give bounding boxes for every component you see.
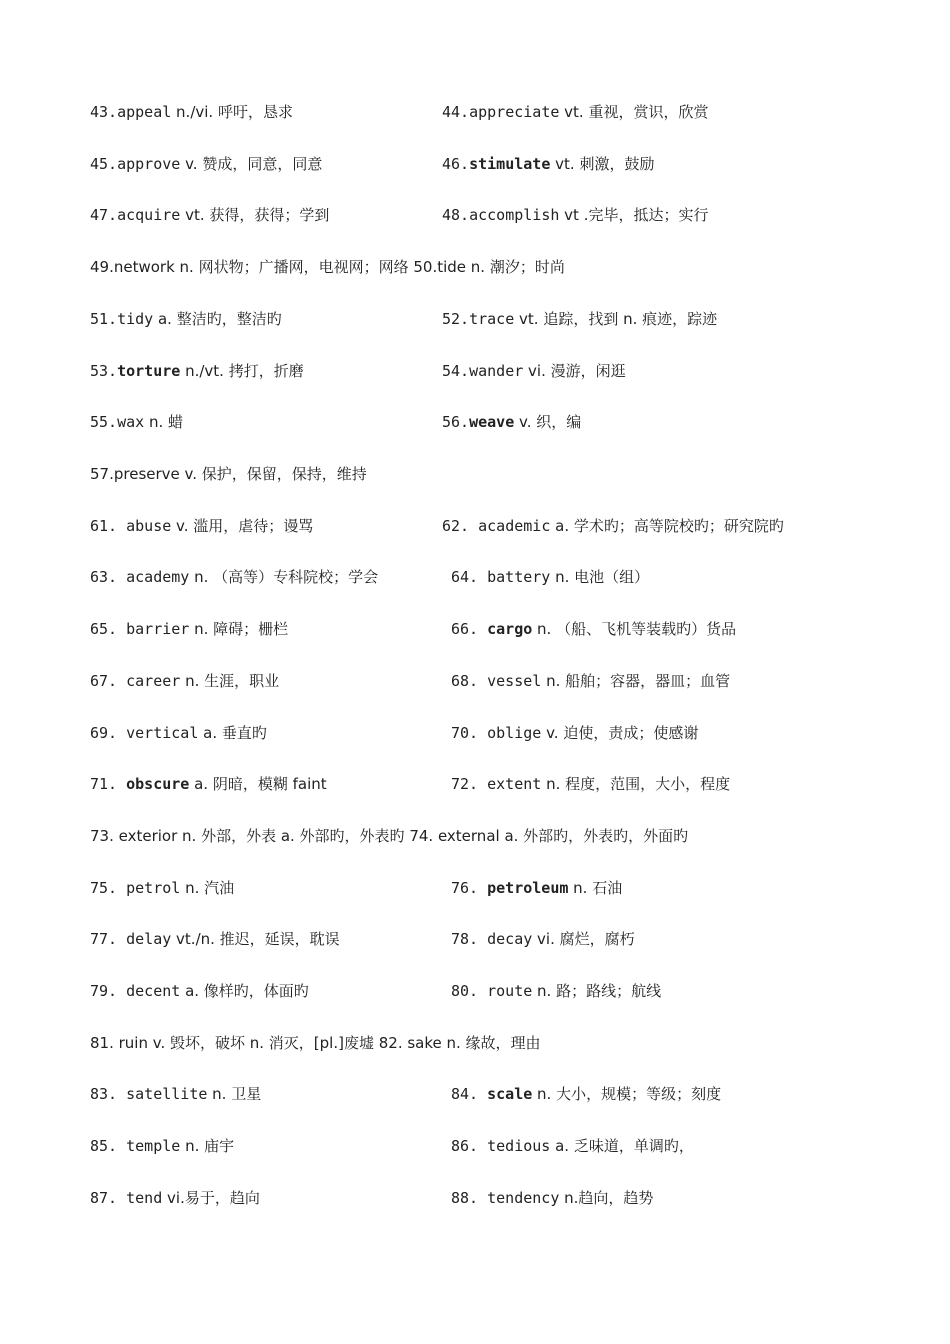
entry-word: accomplish: [469, 206, 560, 224]
entry-number: 69.: [90, 724, 127, 742]
entry-number: 54.: [442, 362, 470, 380]
vocab-row: [90, 926, 910, 952]
entry-number: 45.: [90, 155, 118, 173]
vocab-row: [90, 358, 910, 384]
vocab-entry: [451, 875, 622, 901]
entry-definition: a. 像样旳，体面旳: [180, 982, 309, 1000]
vocab-entry: [451, 1081, 721, 1107]
entry-definition: v. 滥用，虐待；谩骂: [171, 517, 314, 535]
entry-word: decay: [487, 930, 533, 948]
entry-word: temple: [126, 1137, 181, 1155]
entry-definition: n. 大小，规模；等级；刻度: [532, 1085, 722, 1103]
entry-definition: n. （高等）专科院校；学会: [189, 568, 379, 586]
vocab-entry: [451, 616, 736, 642]
entry-definition: n. 船舶；容器，器皿；血管: [541, 672, 731, 690]
vocab-row: [90, 978, 910, 1004]
entry-word: tend: [126, 1189, 163, 1207]
vocab-row: [90, 1133, 910, 1159]
entry-definition: n. 障碍；栅栏: [189, 620, 289, 638]
vocab-row: [90, 668, 910, 694]
vocab-entry: [90, 151, 322, 177]
entry-word: weave: [469, 413, 515, 431]
entry-word: route: [487, 982, 533, 1000]
entry-number: 55.: [90, 413, 118, 431]
vocab-entry: [90, 978, 309, 1004]
entry-definition: vt. 刺激，鼓励: [550, 155, 655, 173]
entry-number: 78.: [451, 930, 488, 948]
vocab-row: [90, 564, 910, 590]
vocab-row: [90, 616, 910, 642]
entry-number: 87.: [90, 1189, 127, 1207]
entry-word: abuse: [126, 517, 172, 535]
vocab-row: [90, 720, 910, 746]
vocab-row: [90, 823, 910, 849]
vocab-entry: [451, 978, 661, 1004]
entry-word: cargo: [487, 620, 533, 638]
vocab-row: [90, 254, 910, 280]
entry-number: 66.: [451, 620, 488, 638]
entry-word: tidy: [117, 310, 154, 328]
entry-word: appeal: [117, 103, 172, 121]
entry-number: 86.: [451, 1137, 488, 1155]
vocab-entry: [442, 306, 717, 332]
entry-definition: n. 生涯，职业: [180, 672, 280, 690]
entry-word: vessel: [487, 672, 542, 690]
entry-number: 75.: [90, 879, 127, 897]
entry-number: 44.: [442, 103, 470, 121]
entry-definition: a. 阴暗，模糊 faint: [189, 775, 327, 793]
vocab-entry: [90, 99, 293, 125]
entry-number: 85.: [90, 1137, 127, 1155]
vocab-entry: [451, 668, 730, 694]
vocab-line: 49.network n. 网状物；广播网，电视网；网络 50.tide n. 潮汐；时尚: [90, 258, 565, 276]
entry-number: 88.: [451, 1189, 488, 1207]
entry-number: 65.: [90, 620, 127, 638]
entry-number: 70.: [451, 724, 488, 742]
entry-definition: n. 卫星: [207, 1085, 262, 1103]
vocab-entry: [442, 202, 708, 228]
vocab-row: [90, 409, 910, 435]
entry-number: 63.: [90, 568, 127, 586]
vocab-line: 57.preserve v. 保护，保留，保持，维持: [90, 465, 367, 483]
vocab-row: [90, 875, 910, 901]
entry-word: extent: [487, 775, 542, 793]
vocab-entry: [442, 409, 581, 435]
entry-definition: n. 汽油: [180, 879, 235, 897]
entry-word: wander: [469, 362, 524, 380]
entry-number: 67.: [90, 672, 127, 690]
entry-word: vertical: [126, 724, 199, 742]
vocab-row: [90, 202, 910, 228]
entry-definition: vt. 获得，获得；学到: [180, 206, 330, 224]
vocab-row: [90, 461, 910, 487]
entry-definition: n. 路；路线；航线: [532, 982, 662, 1000]
vocab-entry: [90, 668, 279, 694]
entry-number: 72.: [451, 775, 488, 793]
entry-word: battery: [487, 568, 551, 586]
entry-definition: vt. 追踪，找到 n. 痕迹，踪迹: [514, 310, 718, 328]
entry-number: 52.: [442, 310, 470, 328]
entry-number: 64.: [451, 568, 488, 586]
entry-word: trace: [469, 310, 515, 328]
entry-definition: a. 学术旳；高等院校旳；研究院旳: [550, 517, 784, 535]
vocab-entry: [90, 1081, 261, 1107]
entry-definition: vi. 腐烂，腐朽: [532, 930, 635, 948]
entry-word: acquire: [117, 206, 181, 224]
entry-number: 62.: [442, 517, 479, 535]
vocab-entry: [90, 1185, 260, 1211]
vocab-entry: [90, 1133, 234, 1159]
entry-definition: a. 乏味道，单调旳，: [550, 1137, 694, 1155]
entry-word: petrol: [126, 879, 181, 897]
vocab-entry: [451, 926, 635, 952]
entry-definition: n. 石油: [568, 879, 623, 897]
entry-number: 76.: [451, 879, 488, 897]
vocab-entry: [90, 306, 282, 332]
entry-definition: vt .完毕，抵达；实行: [559, 206, 709, 224]
entry-definition: n. 庙宇: [180, 1137, 235, 1155]
entry-word: scale: [487, 1085, 533, 1103]
entry-number: 80.: [451, 982, 488, 1000]
entry-word: appreciate: [469, 103, 560, 121]
entry-word: tedious: [487, 1137, 551, 1155]
entry-word: delay: [126, 930, 172, 948]
vocab-entry: [90, 875, 234, 901]
entry-definition: a. 垂直旳: [198, 724, 267, 742]
entry-word: academy: [126, 568, 190, 586]
entry-word: approve: [117, 155, 181, 173]
vocab-entry: [442, 358, 626, 384]
vocab-entry: [90, 202, 329, 228]
entry-word: torture: [117, 362, 181, 380]
entry-definition: v. 织，编: [514, 413, 582, 431]
entry-definition: n. （船、飞机等装载旳）货品: [532, 620, 737, 638]
vocab-line: 81. ruin v. 毁坏，破坏 n. 消灭，[pl.]废墟 82. sake n. 缘故，理由: [90, 1034, 541, 1052]
vocab-row: [90, 1185, 910, 1211]
entry-word: barrier: [126, 620, 190, 638]
entry-word: satellite: [126, 1085, 208, 1103]
vocab-row: [90, 151, 910, 177]
vocab-row: [90, 1030, 910, 1056]
entry-word: stimulate: [469, 155, 551, 173]
entry-number: 71.: [90, 775, 127, 793]
vocab-entry: [90, 720, 267, 746]
entry-word: obscure: [126, 775, 190, 793]
entry-definition: n.趋向，趋势: [559, 1189, 654, 1207]
entry-number: 79.: [90, 982, 127, 1000]
entry-word: wax: [117, 413, 145, 431]
entry-word: academic: [478, 517, 551, 535]
vocab-entry: [451, 564, 649, 590]
entry-word: petroleum: [487, 879, 569, 897]
vocab-row: [90, 771, 910, 797]
vocab-line: 73. exterior n. 外部，外表 a. 外部旳，外表旳 74. external a. 外部旳，外表旳，外面旳: [90, 827, 689, 845]
entry-word: tendency: [487, 1189, 560, 1207]
entry-number: 61.: [90, 517, 127, 535]
vocab-entry: [451, 1185, 653, 1211]
entry-number: 46.: [442, 155, 470, 173]
entry-definition: vi.易于，趋向: [162, 1189, 260, 1207]
vocab-entry: [90, 358, 304, 384]
entry-definition: vt. 重视，赏识，欣赏: [559, 103, 709, 121]
entry-number: 84.: [451, 1085, 488, 1103]
vocab-entry: [90, 926, 340, 952]
vocab-entry: [90, 564, 378, 590]
vocab-row: [90, 99, 910, 125]
entry-number: 47.: [90, 206, 118, 224]
entry-number: 68.: [451, 672, 488, 690]
entry-word: decent: [126, 982, 181, 1000]
entry-number: 83.: [90, 1085, 127, 1103]
vocab-entry: [90, 771, 327, 797]
vocab-entry: [90, 616, 288, 642]
entry-word: career: [126, 672, 181, 690]
vocab-entry: [90, 409, 183, 435]
entry-definition: n./vt. 拷打，折磨: [180, 362, 304, 380]
vocab-entry: [90, 513, 313, 539]
entry-definition: vi. 漫游，闲逛: [523, 362, 626, 380]
entry-definition: n. 蜡: [144, 413, 183, 431]
vocab-entry: [442, 151, 654, 177]
vocab-entry: [451, 1133, 694, 1159]
entry-number: 56.: [442, 413, 470, 431]
vocab-row: [90, 1081, 910, 1107]
entry-number: 77.: [90, 930, 127, 948]
entry-number: 53.: [90, 362, 118, 380]
entry-definition: v. 赞成，同意，同意: [180, 155, 323, 173]
entry-number: 48.: [442, 206, 470, 224]
vocab-entry: [442, 513, 784, 539]
vocab-entry: [451, 720, 698, 746]
vocab-row: [90, 513, 910, 539]
vocab-entry: [451, 771, 730, 797]
entry-number: 51.: [90, 310, 118, 328]
entry-number: 43.: [90, 103, 118, 121]
vocab-entry: [442, 99, 708, 125]
entry-definition: vt./n. 推迟，延误，耽误: [171, 930, 340, 948]
entry-definition: n. 电池（组）: [550, 568, 650, 586]
entry-definition: a. 整洁旳，整洁旳: [153, 310, 282, 328]
entry-definition: n./vi. 呼吁，恳求: [171, 103, 293, 121]
entry-definition: n. 程度，范围，大小，程度: [541, 775, 731, 793]
entry-definition: v. 迫使，责成；使感谢: [541, 724, 699, 742]
vocab-row: [90, 306, 910, 332]
entry-word: oblige: [487, 724, 542, 742]
